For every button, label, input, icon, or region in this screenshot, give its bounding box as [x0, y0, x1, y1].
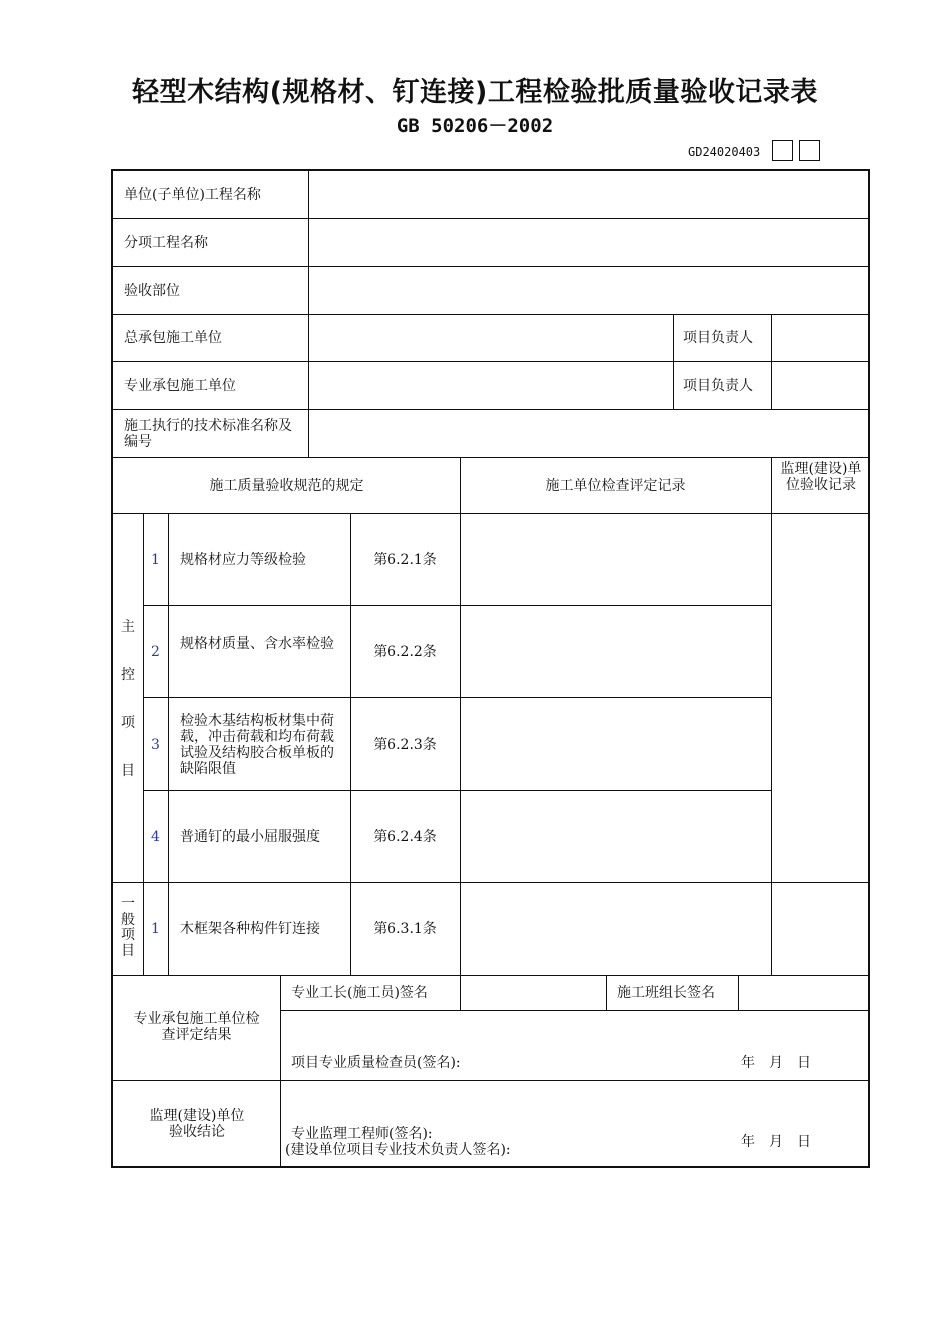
project-manager-label: 项目负责人 — [683, 330, 753, 346]
sub-project-name-label: 分项工程名称 — [124, 235, 208, 251]
unit-project-name-label: 单位(子单位)工程名称 — [124, 187, 261, 203]
project-manager-field[interactable] — [773, 363, 869, 408]
acceptance-part-field[interactable] — [310, 268, 869, 313]
form-code: GD24020403 — [688, 145, 761, 159]
code-box-2[interactable] — [799, 140, 820, 161]
main-items-label-char: 目 — [121, 763, 135, 779]
supervisor-record-cell[interactable] — [773, 884, 869, 974]
item-description: 规格材应力等级检验 — [180, 552, 306, 568]
grid-line — [113, 975, 870, 976]
unit-project-name-field[interactable] — [310, 172, 869, 217]
item-number: 1 — [151, 921, 160, 937]
grid-line — [113, 266, 870, 267]
acceptance-part-label: 验收部位 — [124, 283, 180, 299]
supervisor-date: 年 月 日 — [741, 1134, 811, 1150]
item-number: 3 — [151, 737, 160, 753]
item-number: 4 — [151, 829, 160, 845]
grid-line — [308, 171, 309, 457]
grid-line — [113, 457, 870, 458]
grid-line — [143, 697, 771, 698]
grid-line — [771, 457, 772, 975]
item-clause: 第6.2.4条 — [373, 829, 437, 845]
contractor-result-label: 专业承包施工单位检查评定结果 — [133, 1011, 260, 1043]
grid-line — [738, 975, 739, 1010]
tech-standard-field[interactable] — [310, 411, 869, 456]
spec-column-header: 施工质量验收规范的规定 — [209, 478, 364, 494]
team-leader-sign-label: 施工班组长签名 — [617, 985, 715, 1001]
item-description: 检验木基结构板材集中荷载，冲击荷载和均布荷载试验及结构胶合板单板的缺陷限值 — [180, 713, 334, 777]
grid-line — [143, 790, 771, 791]
grid-line — [113, 513, 870, 514]
item-clause: 第6.2.3条 — [373, 737, 437, 753]
standard-number: GB 50206－2002 — [396, 115, 554, 137]
general-items-label: 一般项目 — [121, 896, 135, 959]
foreman-sign-field[interactable] — [462, 977, 605, 1009]
grid-line — [113, 218, 870, 219]
supervisor-record-column-header: 监理(建设)单位验收记录 — [780, 461, 862, 493]
main-items-label-char: 控 — [121, 667, 135, 683]
grid-line — [113, 361, 870, 362]
item-description: 木框架各种构件钉连接 — [180, 921, 320, 937]
contractor-record-cell[interactable] — [462, 792, 770, 881]
engineer-sign-label: 专业监理工程师(签名): — [291, 1126, 433, 1142]
item-clause: 第6.2.2条 — [373, 644, 437, 660]
contractor-record-column-header: 施工单位检查评定记录 — [545, 478, 686, 494]
specialty-contractor-label: 专业承包施工单位 — [124, 378, 236, 394]
foreman-sign-label: 专业工长(施工员)签名 — [291, 985, 428, 1001]
item-number: 1 — [151, 552, 160, 568]
item-description: 普通钉的最小屈服强度 — [180, 829, 320, 845]
project-manager-label: 项目负责人 — [683, 378, 753, 394]
item-number: 2 — [151, 644, 160, 660]
grid-line — [113, 409, 870, 410]
item-clause: 第6.2.1条 — [373, 552, 437, 568]
grid-line — [168, 513, 169, 975]
main-items-label-char: 主 — [121, 619, 135, 635]
general-contractor-field[interactable] — [310, 316, 672, 360]
inspector-sign-label: 项目专业质量检查员(签名): — [291, 1055, 461, 1071]
grid-line — [606, 975, 607, 1010]
grid-line — [771, 314, 772, 409]
grid-line — [460, 457, 461, 975]
grid-line — [460, 975, 461, 1010]
grid-line — [280, 1010, 870, 1011]
contractor-record-cell[interactable] — [462, 884, 770, 974]
grid-line — [673, 314, 674, 409]
grid-line — [143, 605, 771, 606]
tech-standard-label: 施工执行的技术标准名称及编号 — [124, 418, 292, 450]
specialty-contractor-field[interactable] — [310, 363, 672, 408]
contractor-date: 年 月 日 — [741, 1055, 811, 1071]
project-manager-field[interactable] — [773, 316, 869, 360]
code-box-1[interactable] — [772, 140, 793, 161]
supervisor-result-label: 监理(建设)单位验收结论 — [149, 1108, 245, 1140]
grid-line — [113, 314, 870, 315]
grid-line — [113, 1080, 870, 1081]
contractor-record-cell[interactable] — [462, 699, 770, 789]
item-description: 规格材质量、含水率检验 — [180, 636, 334, 652]
contractor-record-cell[interactable] — [462, 515, 770, 604]
grid-line — [113, 882, 870, 883]
contractor-record-cell[interactable] — [462, 607, 770, 696]
team-leader-sign-field[interactable] — [740, 977, 869, 1009]
general-contractor-label: 总承包施工单位 — [124, 330, 222, 346]
item-clause: 第6.3.1条 — [373, 921, 437, 937]
inspection-form — [111, 169, 870, 1168]
owner-sign-label: (建设单位项目专业技术负责人签名): — [285, 1142, 511, 1158]
form-title: 轻型木结构(规格材、钉连接)工程检验批质量验收记录表 — [132, 77, 818, 108]
sub-project-name-field[interactable] — [310, 220, 869, 265]
main-items-label-char: 项 — [121, 715, 135, 731]
grid-line — [280, 975, 281, 1168]
supervisor-record-cell[interactable] — [773, 515, 869, 882]
